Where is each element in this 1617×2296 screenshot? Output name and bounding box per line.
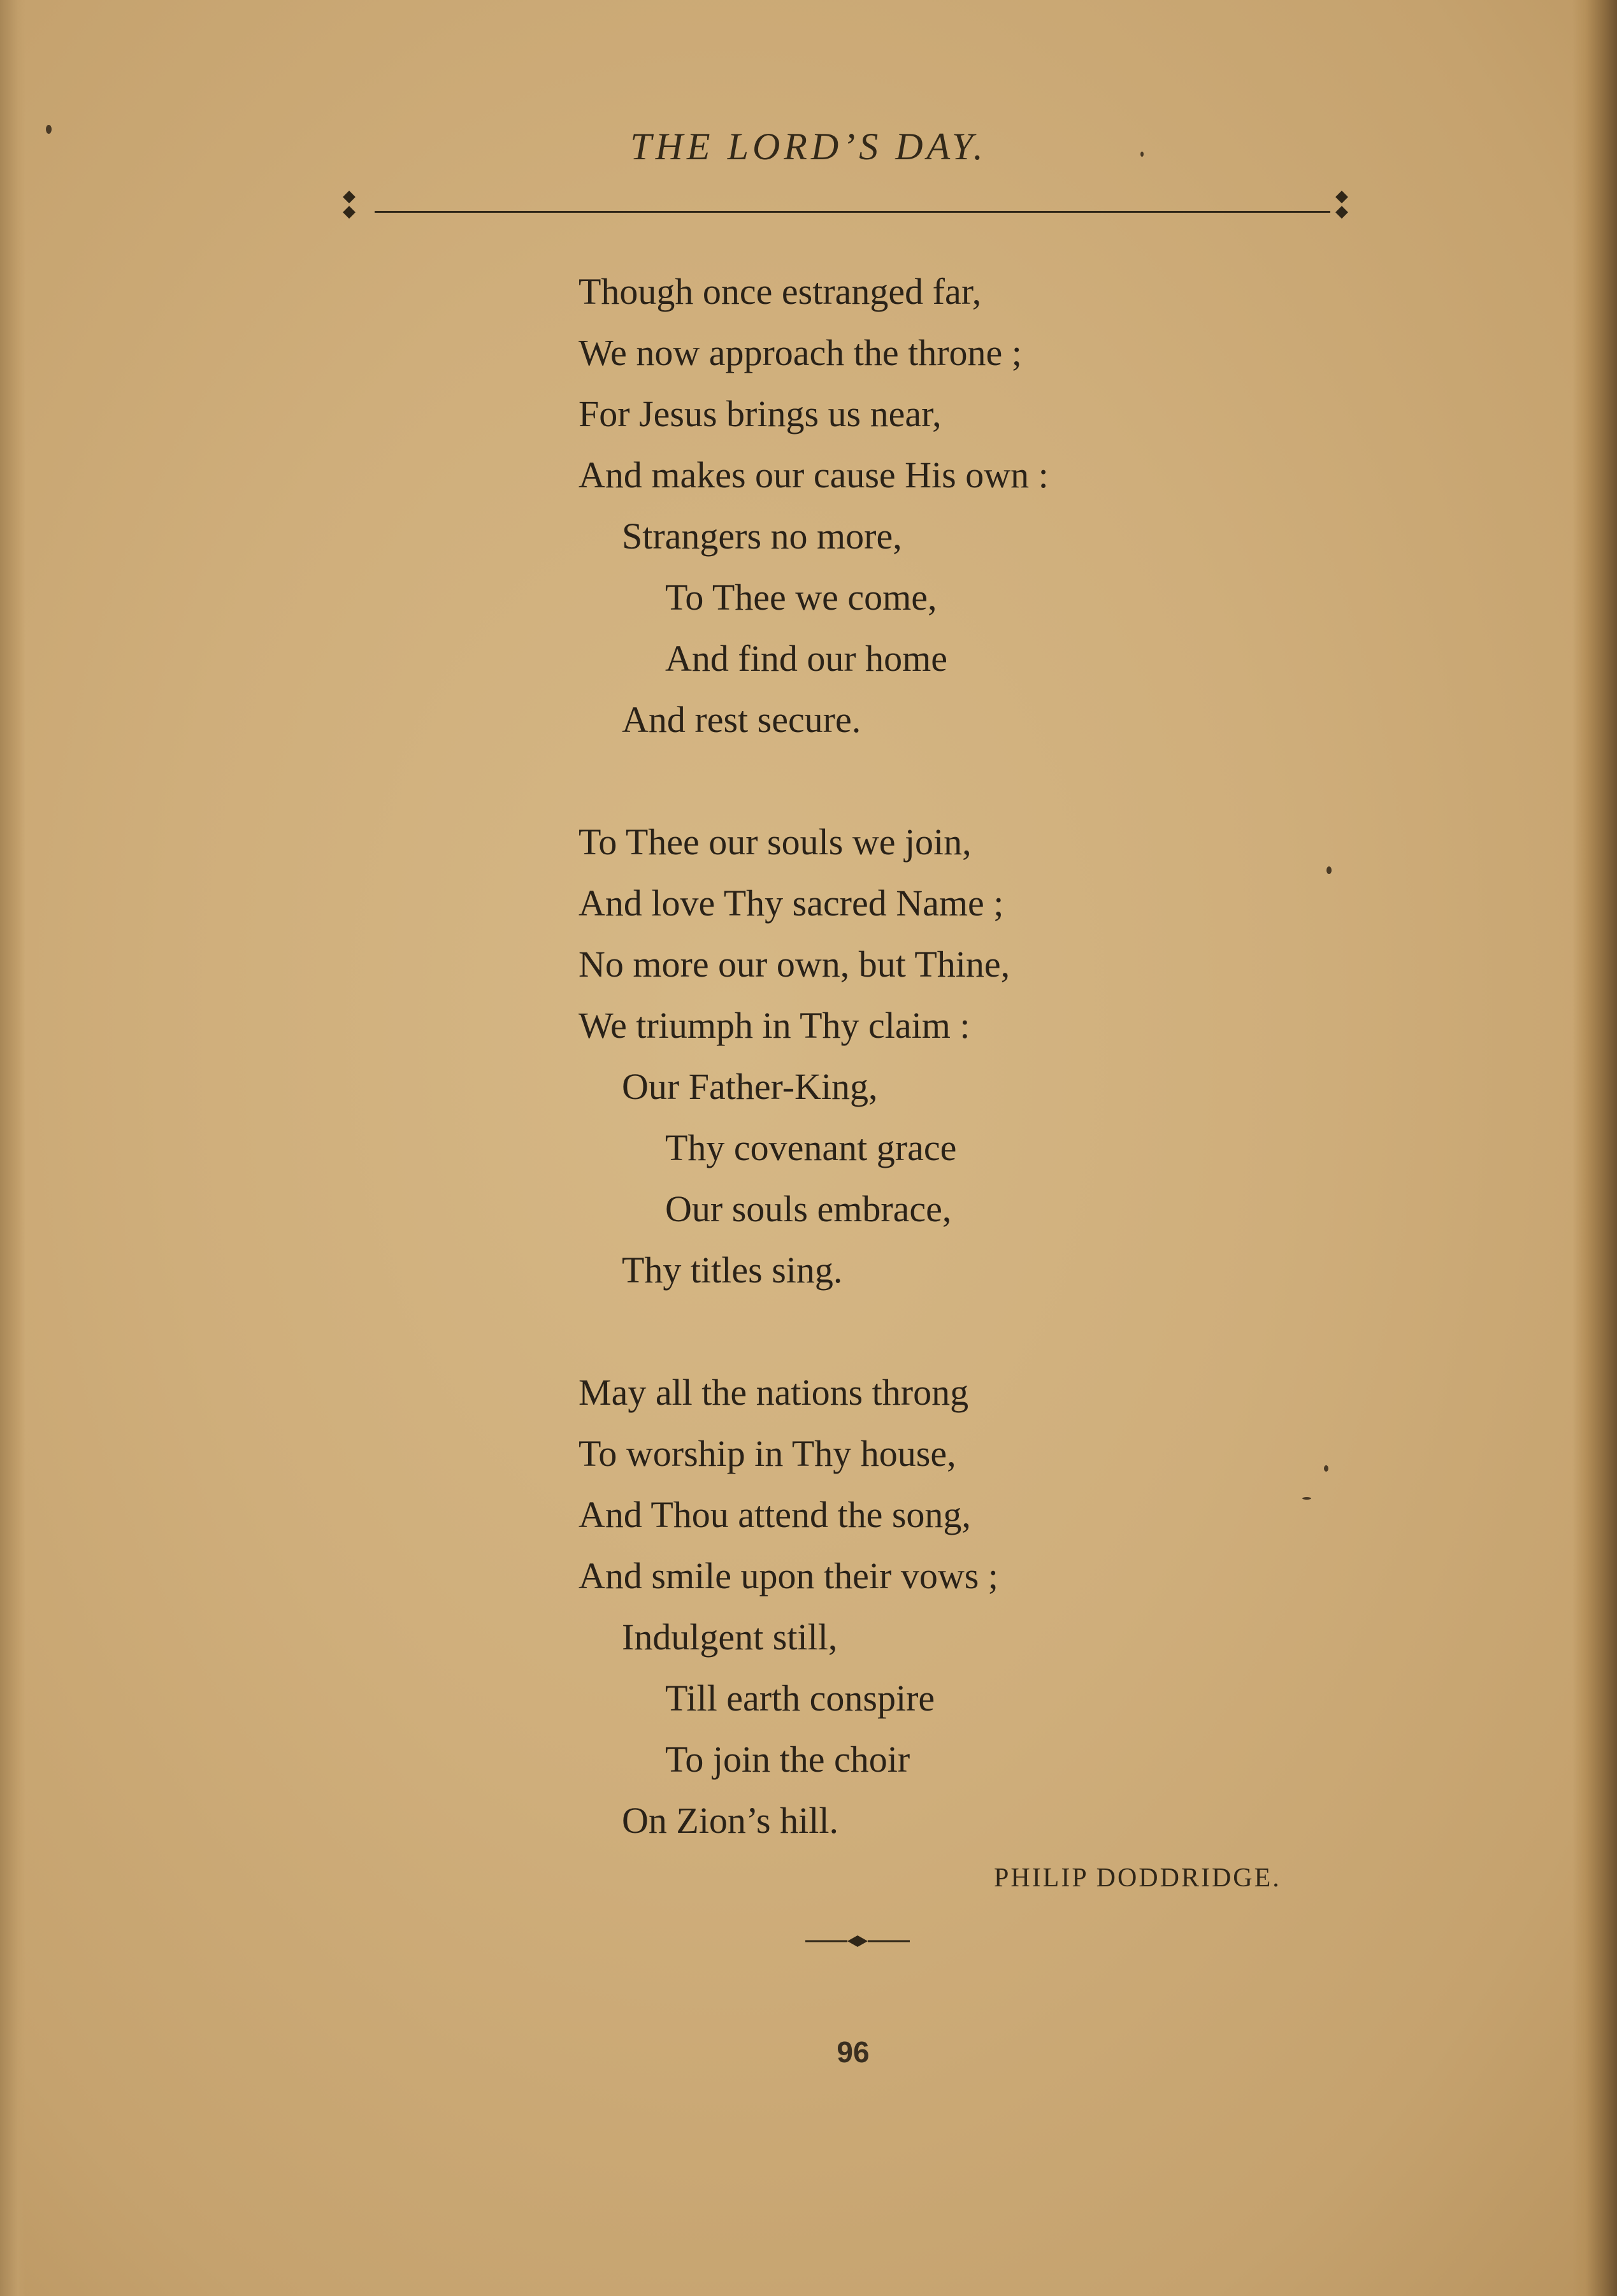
author-attribution: PHILIP DODDRIDGE. <box>994 1863 1281 1893</box>
poem-line: To Thee we come, <box>665 577 937 618</box>
poem-line: No more our own, but Thine, <box>579 944 1010 985</box>
rule-ornament-right: ◆ ◆ <box>1335 187 1348 220</box>
poem-line: Though once estranged far, <box>579 271 982 312</box>
poem-line: Our souls embrace, <box>665 1188 952 1230</box>
running-title: THE LORD’S DAY. <box>630 126 987 168</box>
stanza-gap <box>579 750 1407 812</box>
stanza-1 <box>579 261 1407 750</box>
poem-line: To worship in Thy house, <box>579 1433 956 1474</box>
poem-line: Strangers no more, <box>622 515 902 557</box>
poem-line: Till earth conspire <box>665 1677 935 1719</box>
poem-line: Our Father-King, <box>622 1066 878 1107</box>
poem-line: And Thou attend the song, <box>579 1494 971 1535</box>
poem-line: May all the nations throng <box>579 1372 969 1413</box>
poem-line: And rest secure. <box>622 699 861 740</box>
poem-line: We triumph in Thy claim : <box>579 1005 970 1046</box>
poem-line: On Zion’s hill. <box>622 1800 838 1841</box>
rule-ornament-left: ◆ ◆ <box>343 187 356 220</box>
poem-line: And smile upon their vows ; <box>579 1555 998 1596</box>
speck <box>1302 1497 1311 1500</box>
poem <box>579 261 1407 1851</box>
poem-line: And find our home <box>665 638 947 679</box>
stanza-2 <box>579 812 1407 1301</box>
tail-ornament <box>805 1932 910 1951</box>
speck <box>1324 1465 1328 1472</box>
poem-line: And love Thy sacred Name ; <box>579 882 1004 924</box>
stanza-3 <box>579 1362 1407 1851</box>
stanza-gap <box>579 1301 1407 1362</box>
poem-line: And makes our cause His own : <box>579 454 1049 496</box>
poem-line: We now approach the throne ; <box>579 332 1022 373</box>
speck <box>1326 866 1332 874</box>
page-number: 96 <box>837 2035 870 2069</box>
page-edge-right <box>1572 0 1617 2296</box>
poem-line: For Jesus brings us near, <box>579 393 942 434</box>
poem-line: Indulgent still, <box>622 1616 838 1658</box>
poem-line: Thy covenant grace <box>665 1127 957 1168</box>
poem-line: To join the choir <box>665 1739 910 1780</box>
speck <box>46 125 52 134</box>
poem-line: Thy titles sing. <box>622 1249 843 1291</box>
poem-line: To Thee our souls we join, <box>579 821 972 863</box>
speck <box>1140 152 1144 157</box>
header-rule <box>375 211 1330 213</box>
page-edge-left <box>0 0 25 2296</box>
